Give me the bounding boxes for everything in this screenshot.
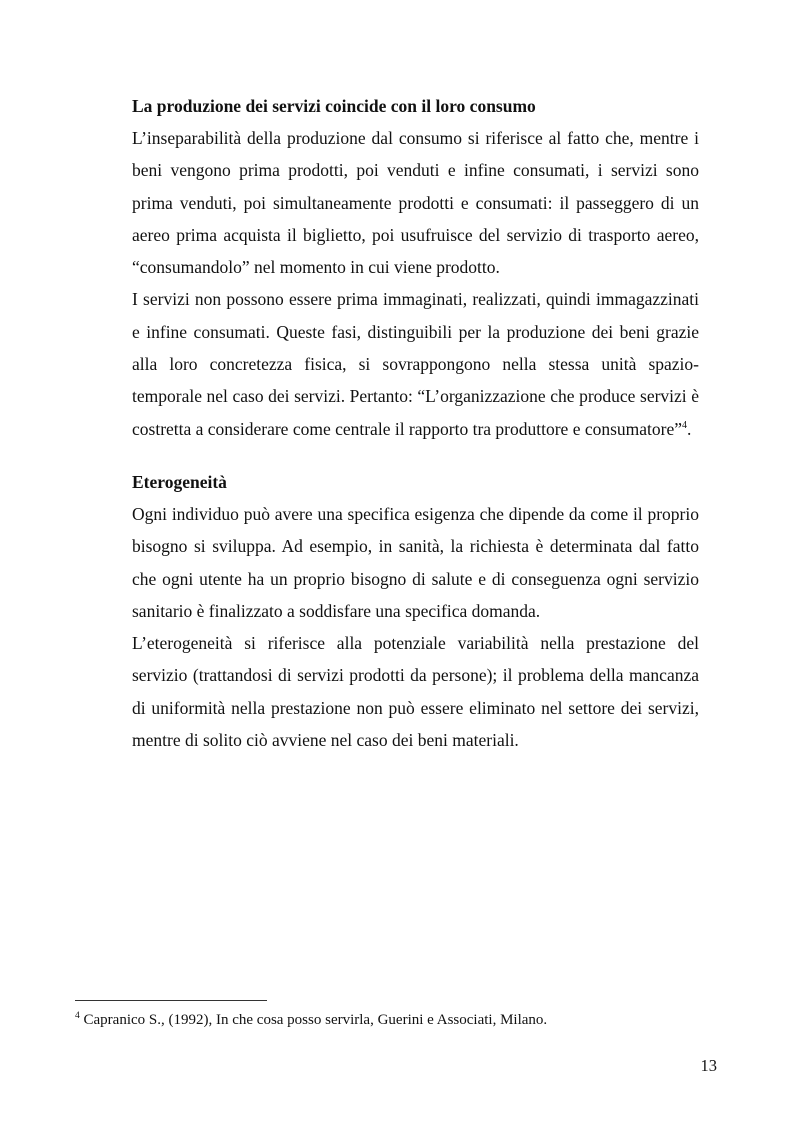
- footnote-number: 4: [75, 1011, 80, 1021]
- footnote-divider: [75, 1000, 267, 1001]
- page-number: 13: [700, 1056, 717, 1075]
- page-body: [132, 91, 699, 756]
- footnote-text: Capranico S., (1992), In che cosa posso servirla, Guerini e Associati, Milano.: [79, 1012, 548, 1028]
- section-heterogeneity: [132, 467, 699, 756]
- paragraph-heterogeneity-2: L’eterogeneità si riferisce alla potenziale variabilità nella prestazione del servizio (trattandosi di servizi prodotti da persone); il problema della mancanza di uniformità nella prestazione non può essere eliminato nel settore dei servizi, mentre di solito ciò avviene nel caso dei beni materiali.: [132, 633, 699, 751]
- paragraph-inseparability-1: L’inseparabilità della produzione dal consumo si riferisce al fatto che, mentre i beni vengono prima prodotti, poi venduti e infine consumati, i servizi sono prima venduti, poi simultaneamente prodotti e consumati: il passeggero di un aereo prima acquista il biglietto, poi usufruisce del servizio di trasporto aereo, “consumandolo” nel momento in cui viene prodotto.: [132, 128, 699, 278]
- footnote-reference[interactable]: 4: [682, 419, 688, 431]
- section-spacer: [132, 445, 699, 467]
- paragraph-inseparability-2: [132, 283, 699, 444]
- paragraph-trailing-punctuation: .: [687, 418, 692, 439]
- section-inseparability: [132, 91, 699, 445]
- section-heading-inseparability: La produzione dei servizi coincide con il loro consumo: [132, 96, 536, 116]
- section-heading-heterogeneity: Eterogeneità: [132, 471, 227, 492]
- paragraph-inseparability-2-text: I servizi non possono essere prima immaginati, realizzati, quindi immagazzinati e infine consumati. Queste fasi, distinguibili per la produzione dei beni grazie alla loro concretezza fisica, si sovrappongono nella stessa unità spazio-temporale nel caso dei servizi. Pertanto: “L’organizzazione che produce servizi è costretta a considerare come centrale il rapporto tra produttore e consumatore”: [132, 289, 699, 439]
- paragraph-heterogeneity-1: Ogni individuo può avere una specifica esigenza che dipende da come il proprio bisogno si sviluppa. Ad esempio, in sanità, la richiesta è determinata dal fatto che ogni utente ha un proprio bisogno di salute e di conseguenza ogni servizio sanitario è finalizzato a soddisfare una specifica domanda.: [132, 503, 699, 621]
- footnote: [75, 1010, 547, 1030]
